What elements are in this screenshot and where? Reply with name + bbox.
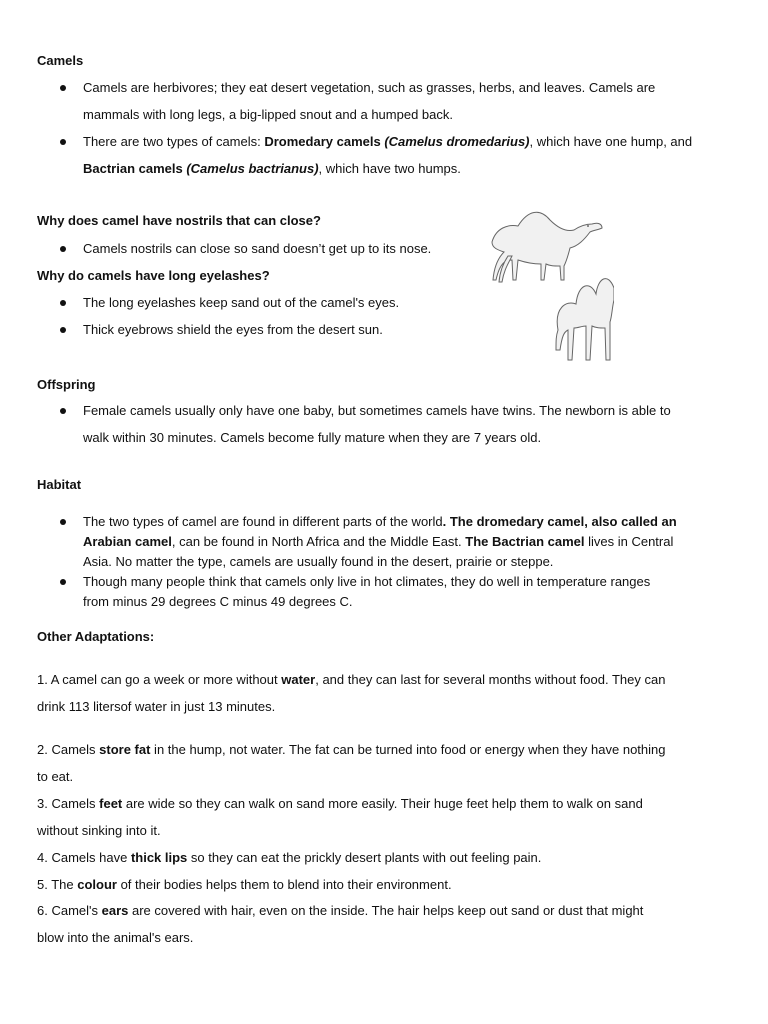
- section-heading-adaptations: Other Adaptations:: [37, 629, 155, 644]
- adaptation-6-line-1: 6. Camel's ears are covered with hair, even on the inside. The hair helps keep out sand or dust that might: [37, 903, 644, 918]
- camel-illustration: [484, 200, 614, 372]
- offspring-bullet-1-line-1: Female camels usually only have one baby, but sometimes camels have twins. The newborn is able to: [83, 403, 671, 418]
- habitat-bullet-1-line-2: Arabian camel, can be found in North Africa and the Middle East. The Bactrian camel lives in Central: [83, 534, 674, 549]
- bullet: [60, 300, 66, 306]
- eyelashes-bullet-2: Thick eyebrows shield the eyes from the desert sun.: [83, 322, 383, 337]
- adaptation-1-line-2: drink 113 litersof water in just 13 minutes.: [37, 699, 276, 714]
- adaptation-6-line-2: blow into the animal's ears.: [37, 930, 194, 945]
- bullet: [60, 519, 66, 525]
- bullet: [60, 327, 66, 333]
- bullet: [60, 139, 66, 145]
- section-heading-camels: Camels: [37, 53, 84, 68]
- section-heading-eyelashes: Why do camels have long eyelashes?: [37, 268, 270, 283]
- section-heading-offspring: Offspring: [37, 377, 96, 392]
- adaptation-5: 5. The colour of their bodies helps them to blend into their environment.: [37, 877, 452, 892]
- habitat-bullet-1-line-3: Asia. No matter the type, camels are usually found in the desert, prairie or steppe.: [83, 554, 554, 569]
- habitat-bullet-2-line-2: from minus 29 degrees C minus 49 degrees C.: [83, 594, 353, 609]
- bullet: [60, 579, 66, 585]
- bullet: [60, 85, 66, 91]
- camels-bullet-1-line-1: Camels are herbivores; they eat desert vegetation, such as grasses, herbs, and leaves. Camels are: [83, 80, 656, 95]
- adaptation-1-line-1: 1. A camel can go a week or more without water, and they can last for several months without food. They can: [37, 672, 666, 687]
- habitat-bullet-2-line-1: Though many people think that camels only live in hot climates, they do well in temperature ranges: [83, 574, 651, 589]
- habitat-bullet-1-line-1: The two types of camel are found in different parts of the world. The dromedary camel, also called an: [83, 514, 677, 529]
- adaptation-4: 4. Camels have thick lips so they can eat the prickly desert plants with out feeling pain.: [37, 850, 542, 865]
- camels-bullet-2-line-1: There are two types of camels: Dromedary camels (Camelus dromedarius), which have one hump, and: [83, 134, 693, 149]
- section-heading-nostrils: Why does camel have nostrils that can close?: [37, 213, 321, 228]
- bullet: [60, 408, 66, 414]
- adaptation-3-line-1: 3. Camels feet are wide so they can walk on sand more easily. Their huge feet help them to walk on sand: [37, 796, 643, 811]
- offspring-bullet-1-line-2: walk within 30 minutes. Camels become fully mature when they are 7 years old.: [83, 430, 542, 445]
- nostrils-bullet-1: Camels nostrils can close so sand doesn’t get up to its nose.: [83, 241, 432, 256]
- adaptation-3-line-2: without sinking into it.: [37, 823, 161, 838]
- eyelashes-bullet-1: The long eyelashes keep sand out of the camel's eyes.: [83, 295, 400, 310]
- camels-bullet-1-line-2: mammals with long legs, a big-lipped snout and a humped back.: [83, 107, 453, 122]
- adaptation-2-line-1: 2. Camels store fat in the hump, not water. The fat can be turned into food or energy when they have nothing: [37, 742, 666, 757]
- adaptation-2-line-2: to eat.: [37, 769, 74, 784]
- section-heading-habitat: Habitat: [37, 477, 82, 492]
- bullet: [60, 246, 66, 252]
- camels-bullet-2-line-2: Bactrian camels (Camelus bactrianus), which have two humps.: [83, 161, 461, 176]
